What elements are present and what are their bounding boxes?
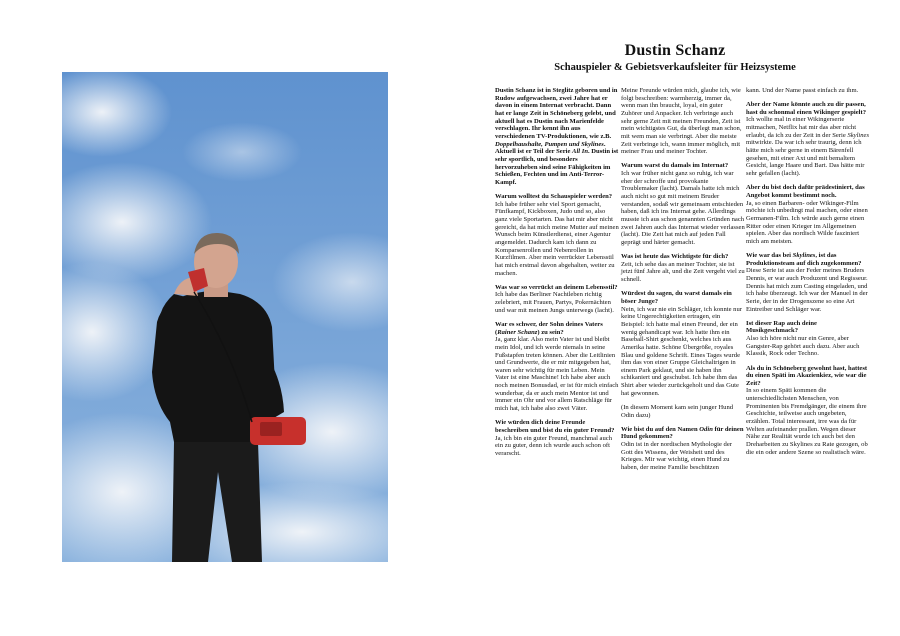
answer-series: Skylines bbox=[847, 131, 870, 139]
intro-paragraph bbox=[495, 87, 619, 187]
article-title: Dustin Schanz bbox=[624, 42, 726, 59]
answer: Nein, ich war nie ein Schläger, ich konnte nur keine Ungerechtigkeiten ertragen, ein Beispiel: ich hatte mal einen Freund, der ein wenig gehandicapt war. Ich hatte ihm ein Baseball-Shirt geschenkt, welches ich aus Amerika hatte. Schöne Übergröße, royales Blau und goldene Schrift. Eines Tages wurde ihm das von einer Gruppe Gleichaltrigen in einem Park geklaut, und sie haben ihn schikaniert und geschubst. Ich habe ihm das Shirt aber wieder zurückgeholt und das Gute hat gewonnen. bbox=[621, 305, 742, 397]
intro-text: Dustin Schanz ist in Steglitz geboren und in Rudow aufgewachsen, zwei Jahre hat er davon in einem Internat verbracht. Dann hat er lange Zeit in Schöneberg gelebt, und aktuell hat es Dustin nach Marienfelde verschlagen. Ihr kennt ihn aus verschiedenen TV-Produktionen, wie z.B. bbox=[495, 87, 618, 140]
question-text-2: , ist das Produktionsteam auf dich zugekommen? bbox=[746, 251, 862, 267]
answer: Ich war früher nicht ganz so ruhig, ich war eher der schroffe und provokante Troublemaker (lacht). Damals hatte ich mich auch nicht so gut mit meinem Bruder verstanden, sodaß wir gemeinsam entschieden haben, daß ich ins Internat gehe. Allerdings musste ich aus schon genannten Gründen nach zwei Jahren auch das Internat wieder verlassen (lacht). Die Zeit hat mich auf jeden Fall geprägt und härter gemacht. bbox=[621, 170, 745, 246]
answer: Ich habe früher sehr viel Sport gemacht, Fünfkampf, Kickboxen, Judo und so, also ganz viele Sportarten. Das hat mir aber nicht gereicht, da hat mich meine Mutter auf meinen Wunsch beim Künstlerdienst, einer Agentur angemeldet. Dadurch kam ich dann zu Komparsenrollen und Nebenrollen in Kurzfilmen. Aber mein verrückter Lebensstil hat mich erstmal davon abgehalten, weiter zu machen. bbox=[495, 200, 619, 277]
question: Warum warst du damals im Internat? bbox=[621, 162, 729, 170]
question: Ist dieser Rap auch deine Musikgeschmack? bbox=[746, 319, 817, 335]
question-text: War es schwer, der Sohn deines Vaters ( bbox=[495, 320, 603, 336]
question bbox=[621, 426, 745, 441]
question: Was ist heute das Wichtigste für dich? bbox=[621, 253, 729, 261]
text-column-3 bbox=[746, 87, 870, 463]
portrait-photo-illustration bbox=[62, 72, 388, 562]
answer: kann. Und der Name passt einfach zu ihm. bbox=[746, 87, 859, 94]
question-series: Skylines bbox=[792, 251, 816, 259]
intro-series: All In bbox=[572, 148, 588, 156]
question-text: Wie bist du auf den Namen bbox=[621, 425, 700, 433]
answer bbox=[746, 116, 870, 177]
question-text: Wie war das bei bbox=[746, 251, 793, 259]
intro-text-2: . Aktuell ist er Teil der Serie bbox=[495, 140, 606, 156]
question-name: Odin bbox=[699, 425, 713, 433]
question-name: Rainer Schanz bbox=[497, 328, 538, 336]
intro-text-3: . Dustin ist sehr sportlich, und besonders hervorzuheben sind seine Fähigkeiten im Schießen, Fechten und im Anti-Terror-Kampf. bbox=[495, 148, 619, 186]
question bbox=[746, 252, 870, 267]
question bbox=[495, 321, 619, 336]
answer: Ja, so einen Barbaren- oder Wikinger-Film möchte ich unbedingt mal machen, oder einen Germanen-Film. Ich würde auch gerne einen Ritter oder einen Krieger im Allgemeinen spielen. Aber das nordisch Wilde fasziniert mich am meisten. bbox=[746, 199, 868, 245]
answer-text: Ich wollte mal in einer Wikingerserie mitmachen, Netflix hat mir das aber nicht erlaubt, da ich zu der Zeit in der Serie bbox=[746, 116, 857, 139]
answer: In so einem Späti kommen die unterschiedlichsten Menschen, von Prominenten bis Fremdgänger, die einem ihre Geschichte, teilweise auch ungebeten, erzählen. Total interessant, irre was da für Welten aufeinander prallen. Wegen dieser Nähe zur Realität wurde ich auch bei den Dreharbeiten zu Skylines zu Rate gezogen, ob die ein oder andere Szene so realistisch wäre. bbox=[746, 387, 868, 456]
answer: Diese Serie ist aus der Feder meines Bruders Dennis, er war auch Produzent und Regisseur. Dennis hat mich zum Casting eingeladen, und ich habe überzeugt. Ich war der Manuel in der Serie, der in der Drogenszene so eine Art Eintreiber und Schläger war. bbox=[746, 267, 868, 313]
answer: Ich habe das Berliner Nachtleben richtig zelebriert, mit Frauen, Partys, Pokernächten und war mit meinen Jungs unterwegs (lacht). bbox=[495, 291, 614, 314]
text-column-1 bbox=[495, 87, 619, 464]
intro-titles: Doppelhaushalte, Pumpen und Skylines bbox=[495, 140, 604, 148]
question: Wie würden dich deine Freunde beschreiben und bist du ein guter Freund? bbox=[495, 419, 615, 434]
question: Warum wolltest du Schauspieler werden? bbox=[495, 193, 613, 201]
answer: Also ich höre nicht nur ein Genre, aber Gangster-Rap gehört auch dazu. Aber auch Klassik, Rock oder Techno. bbox=[746, 335, 860, 358]
answer: Odin ist in der nordischen Mythologie der Gott des Wissens, der Weisheit und des Krieges. Mir war wichtig, einen Hund zu haben, der meine Familie beschützen bbox=[621, 441, 732, 472]
answer: Meine Freunde würden mich, glaube ich, wie folgt beschreiben: warmherzig, immer da, wenn man ihn braucht, loyal, ein guter Zuhörer und Anpacker. Ich verbringe auch sehr gerne Zeit mit meinen Freunden, Zeit ist mein wichtigstes Gut, da überlegt man schon, mit wem man sie verbringt. Aber die meiste Zeit verbringe ich, wann immer möglich, mit meiner Frau und meiner Tochter. bbox=[621, 87, 742, 156]
text-column-2 bbox=[621, 87, 745, 478]
answer: Zeit, ich sehe das an meiner Tochter, sie ist jetzt fünf Jahre alt, und die Zeit vergeht viel zu schnell. bbox=[621, 260, 745, 284]
question: Würdest du sagen, du warst damals ein böser Junge? bbox=[621, 290, 732, 305]
question-text-2: für deinen Hund gekommen? bbox=[621, 425, 744, 441]
question: Aber du bist doch dafür prädestiniert, das Angebot kommt bestimmt noch. bbox=[746, 184, 865, 199]
article-header bbox=[470, 42, 880, 73]
answer-text-2: mitwirkte. Da war ich sehr traurig, denn ich hätte mich sehr gerne in einem Bärenfell gesehen, mit einer Axt und mit bemaltem Gesicht, lange Haare und Bart. Das hätte mir sehr gefallen (lacht). bbox=[746, 139, 865, 178]
question: Was war so verrückt an deinem Lebensstil? bbox=[495, 283, 618, 291]
question: Aber der Name könnte auch zu dir passen, hast du schonmal einen Wikinger gespielt? bbox=[746, 101, 866, 116]
question-text-2: ) zu sein? bbox=[537, 328, 564, 336]
portrait-photo bbox=[62, 72, 388, 562]
aside-note: (In diesem Moment kam sein junger Hund Odin dazu) bbox=[621, 403, 734, 419]
answer: Ja, ganz klar. Also mein Vater ist und bleibt mein Idol, und ich werde niemals in seine Fußstapfen treten können. Aber die Leitlinien und Grundwerte, die er mir mitgegeben hat, waren sehr wichtig für mein Leben. Mein Vater ist eine Maschine! Ich habe aber auch noch meinen Bonusdad, er ist für mich einfach wunderbar, da er auch mein Mentor ist und immer ein Ohr und vor allem Ratschläge für mich hat, ich habe also zwei Väter. bbox=[495, 336, 619, 413]
answer: Ja, ich bin ein guter Freund, manchmal auch ein zu guter, denn ich wurde auch schon oft verarscht. bbox=[495, 434, 613, 457]
question: Als du in Schöneberg gewohnt hast, hattest du einen Späti im Akazienkiez, wie war die Zeit? bbox=[746, 364, 868, 387]
article-subtitle: Schauspieler & Gebietsverkaufsleiter für Heizsysteme bbox=[554, 62, 796, 73]
